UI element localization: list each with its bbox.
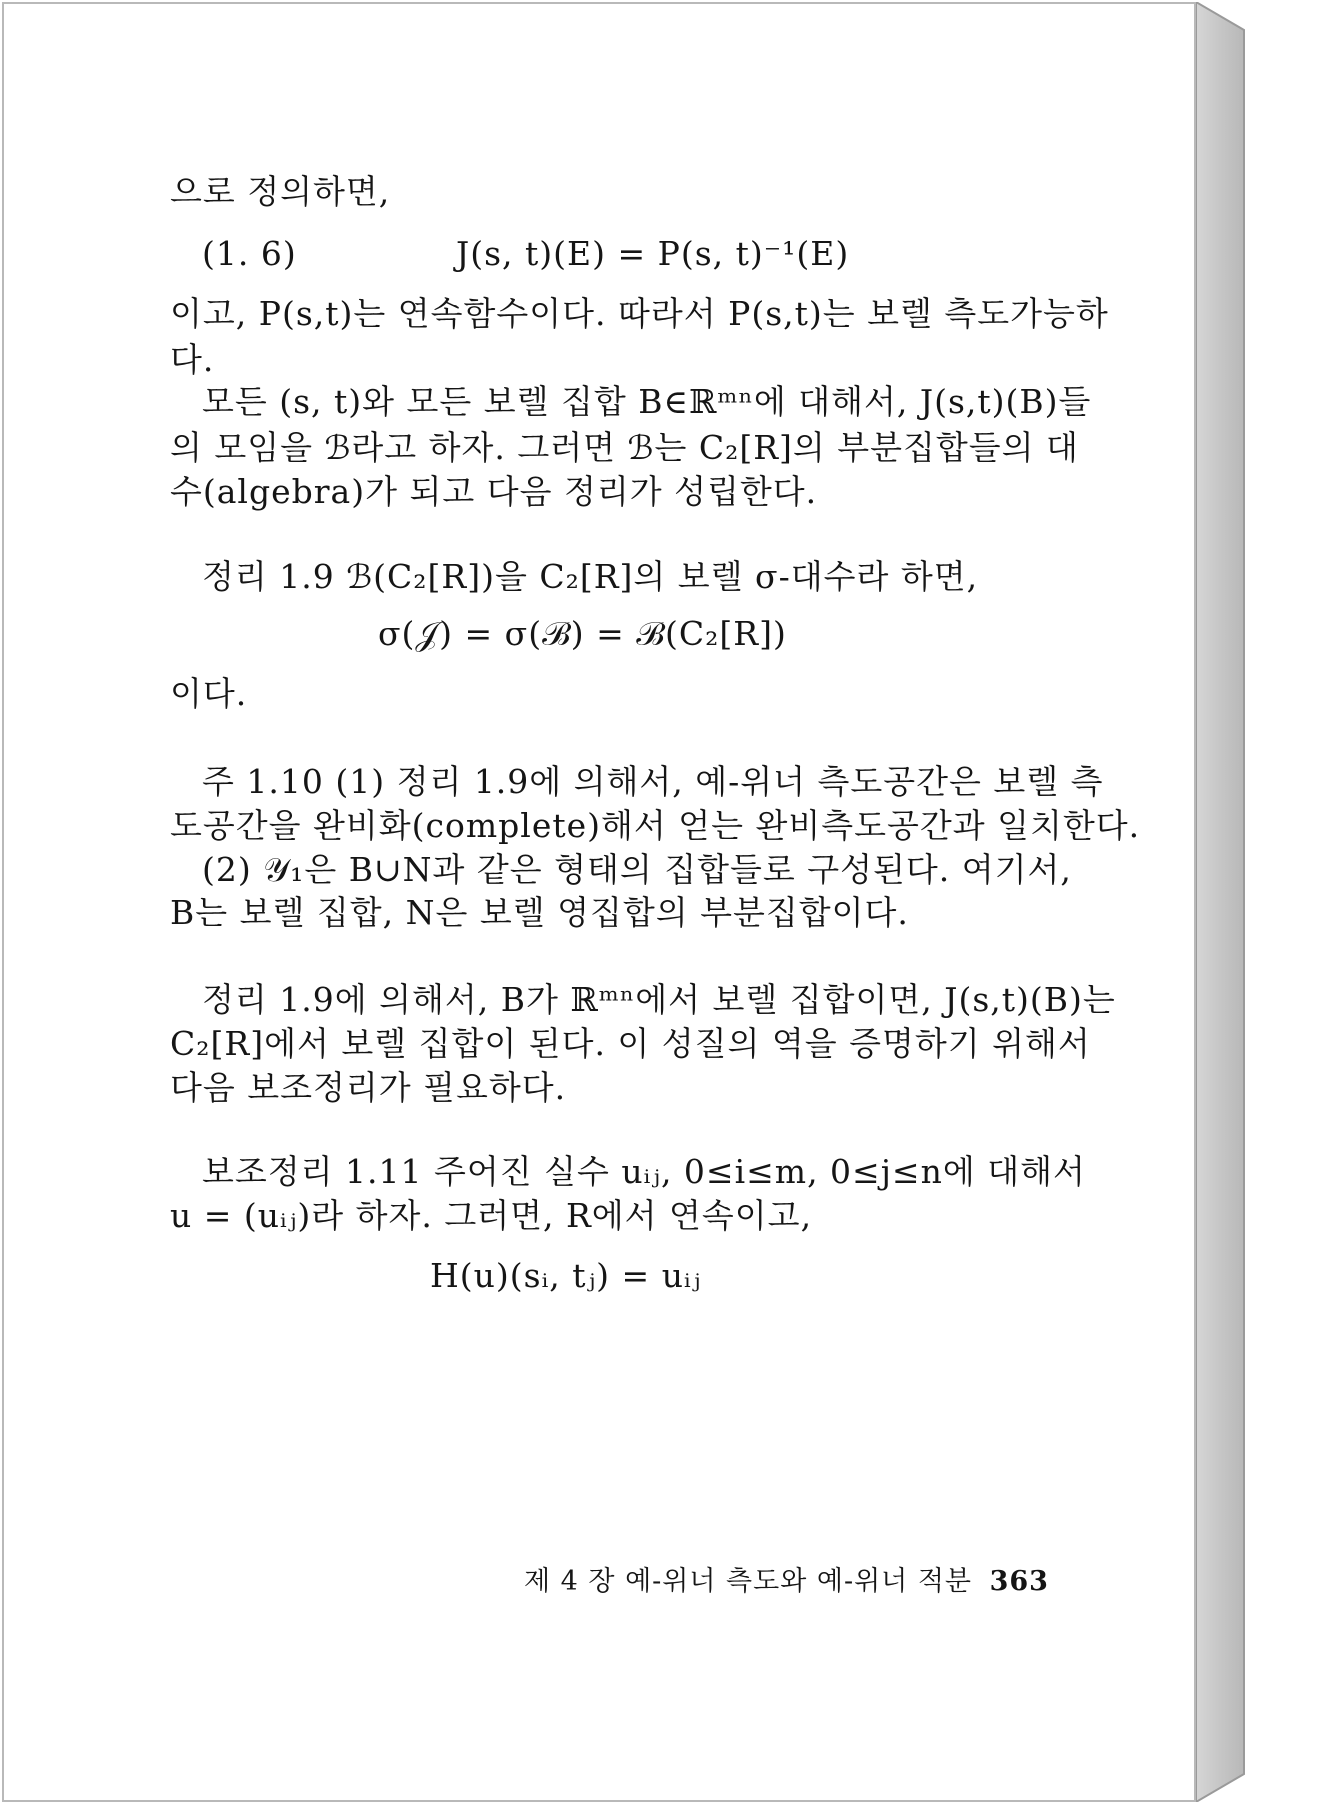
text-line: 정리 1.9에 의해서, B가 ℝᵐⁿ에서 보렐 집합이면, J(s,t)(B)는 <box>202 980 1116 1019</box>
equation-number: (1. 6) <box>202 234 297 273</box>
text-line: 다. <box>170 340 215 379</box>
page-footer <box>524 1559 1049 1598</box>
equation: H(u)(sᵢ, tⱼ) = uᵢⱼ <box>430 1256 702 1295</box>
equation: σ(𝒥) = σ(ℬ) = ℬ(C₂[R]) <box>378 614 787 653</box>
text-line: 이고, P(s,t)는 연속함수이다. 따라서 P(s,t)는 보렐 측도가능하 <box>170 294 1109 333</box>
text-line: 모든 (s, t)와 모든 보렐 집합 B∈ℝᵐⁿ에 대해서, J(s,t)(B)들 <box>202 382 1092 421</box>
text-line: 의 모임을 ℬ라고 하자. 그러면 ℬ는 C₂[R]의 부분집합들의 대 <box>170 428 1079 467</box>
text-line: 수(algebra)가 되고 다음 정리가 성립한다. <box>170 472 818 511</box>
text-line: C₂[R]에서 보렐 집합이 된다. 이 성질의 역을 증명하기 위해서 <box>170 1024 1091 1063</box>
text-line: 도공간을 완비화(complete)해서 얻는 완비측도공간과 일치한다. <box>170 806 1141 845</box>
chapter-title: 제 4 장 예-위너 측도와 예-위너 적분 <box>524 1566 972 1597</box>
equation: J(s, t)(E) = P(s, t)⁻¹(E) <box>456 234 850 273</box>
remark-heading: 주 1.10 (1) 정리 1.9에 의해서, 예-위너 측도공간은 보렐 측 <box>202 762 1104 801</box>
text-line: 으로 정의하면, <box>170 172 391 211</box>
page-number: 363 <box>989 1566 1049 1597</box>
text-line: u = (uᵢⱼ)라 하자. 그러면, R에서 연속이고, <box>170 1196 813 1235</box>
theorem-heading: 정리 1.9 ℬ(C₂[R])을 C₂[R]의 보렐 σ-대수라 하면, <box>202 557 979 596</box>
book-edge <box>1196 2 1248 1802</box>
text-line: (2) 𝒴₁은 B∪N과 같은 형태의 집합들로 구성된다. 여기서, <box>202 850 1072 889</box>
lemma-heading: 보조정리 1.11 주어진 실수 uᵢⱼ, 0≤i≤m, 0≤j≤n에 대해서 <box>202 1152 1086 1191</box>
book-edge-graphic <box>1196 2 1248 1802</box>
book-page <box>2 2 1196 1802</box>
text-line: B는 보렐 집합, N은 보렐 영집합의 부분집합이다. <box>170 893 909 932</box>
text-line: 이다. <box>170 674 248 713</box>
text-line: 다음 보조정리가 필요하다. <box>170 1068 567 1107</box>
